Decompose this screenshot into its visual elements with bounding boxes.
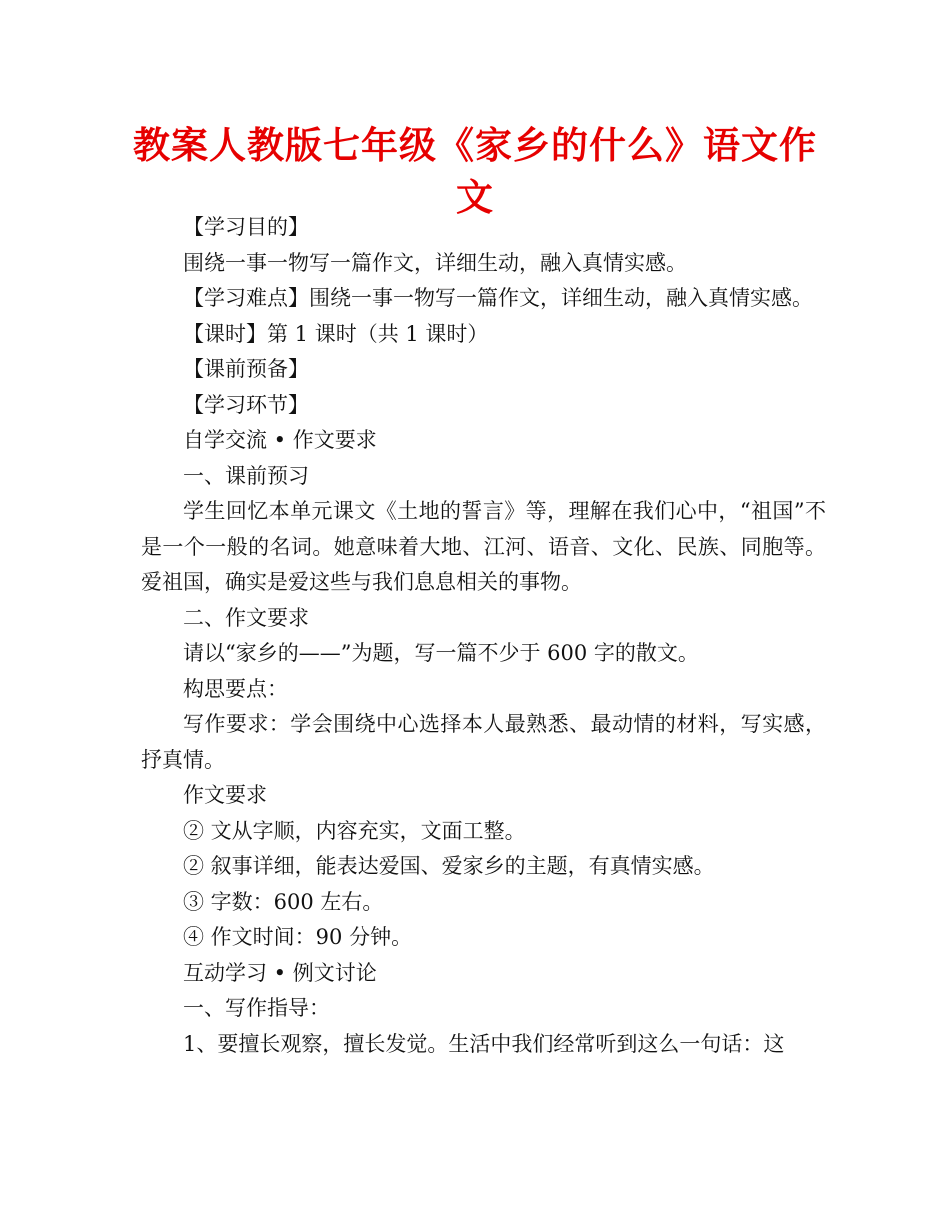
paragraph-class-hours: 【课时】第 1 课时（共 1 课时）: [183, 321, 489, 346]
document-body: [141, 210, 826, 1062]
list-item-requirement-4: ④ 作文时间：90 分钟。: [183, 925, 413, 949]
paragraph-guidance-heading: 一、写作指导：: [183, 996, 330, 1020]
paragraph-essay-requirements: 作文要求: [183, 783, 267, 807]
paragraph-prompt: 请以“家乡的——”为题，写一篇不少于 600 字的散文。: [183, 641, 699, 665]
paragraph-writing-requirements: 写作要求：学会围绕中心选择本人最熟悉、最动情的材料，写实感，抒真情。: [141, 712, 826, 772]
paragraph-difficulty: 【学习难点】围绕一事一物写一篇作文，详细生动，融入真情实感。: [183, 286, 813, 310]
paragraph-conception: 构思要点：: [183, 676, 288, 701]
paragraph-learning-goal-heading: 【学习目的】: [183, 215, 309, 239]
document-title: 教案人教版七年级《家乡的什么》语文作文: [133, 124, 817, 219]
list-item-requirement-2: ② 叙事详细，能表达爱国、爱家乡的主题，有真情实感。: [183, 854, 715, 878]
paragraph-learning-goal: 围绕一事一物写一篇作文，详细生动，融入真情实感。: [183, 250, 687, 275]
paragraph-guidance-text: 1、要擅长观察，擅长发觉。生活中我们经常听到这么一句话：这: [183, 1031, 785, 1056]
paragraph-self-study: 自学交流 • 作文要求: [183, 428, 377, 452]
paragraph-preview-text: 学生回忆本单元课文《土地的誓言》等，理解在我们心中，“祖国”不是一个一般的名词。她意味着大地、江河、语音、文化、民族、同胞等。爱祖国，确实是爱这些与我们息息相关的事物。: [141, 499, 826, 594]
paragraph-preview-heading: 一、课前预习: [183, 463, 309, 488]
paragraph-requirements-heading: 二、作文要求: [183, 605, 309, 630]
paragraph-learning-steps: 【学习环节】: [183, 392, 309, 417]
list-item-requirement-1: ② 文从字顺，内容充实，文面工整。: [183, 818, 526, 843]
list-item-requirement-3: ③ 字数：600 左右。: [183, 889, 384, 914]
paragraph-preparation: 【课前预备】: [183, 357, 309, 381]
paragraph-interactive-learning: 互动学习 • 例文讨论: [183, 960, 377, 985]
